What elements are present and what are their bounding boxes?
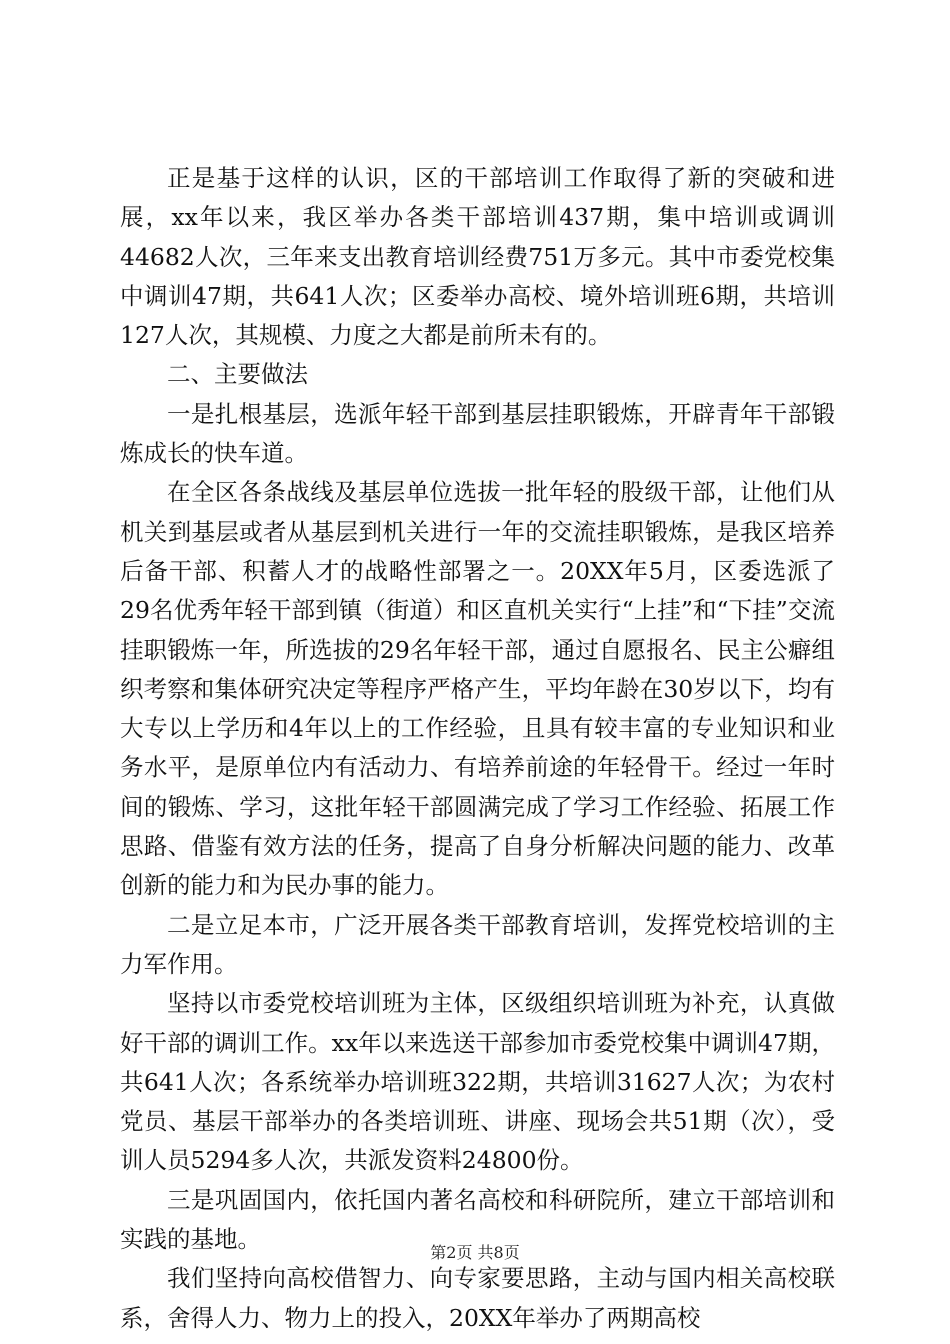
document-body — [120, 159, 835, 1338]
page-number-footer: 第2页 共8页 — [430, 1243, 520, 1262]
paragraph: 三是巩固国内，依托国内著名高校和科研院所，建立干部培训和实践的基地。 — [120, 1185, 835, 1254]
section-heading: 二、主要做法 — [167, 360, 308, 389]
paragraph: 正是基于这样的认识，区的干部培训工作取得了新的突破和进展，xx年以来，我区举办各类干部培训437期，集中培训或调训44682人次，三年来支出教育培训经费751万多元。其中市委党校集中调训47期，共641人次；区委举办高校、境外培训班6期，共培训127人次，其规模、力度之大都是前所未有的。 — [120, 164, 835, 350]
paragraph: 我们坚持向高校借智力、向专家要思路，主动与国内相关高校联系，舍得人力、物力上的投入，20XX年举办了两期高校 — [120, 1264, 835, 1332]
paragraph: 坚持以市委党校培训班为主体，区级组织培训班为补充，认真做好干部的调训工作。xx年以来选送干部参加市委党校集中调训47期，共641人次；各系统举办培训班322期，共培训31627人次；为农村党员、基层干部举办的各类培训班、讲座、现场会共51期（次），受训人员5294多人次，共派发资料24800份。 — [120, 989, 835, 1175]
paragraph: 一是扎根基层，选派年轻干部到基层挂职锻炼，开辟青年干部锻炼成长的快车道。 — [120, 399, 835, 468]
paragraph: 在全区各条战线及基层单位选拔一批年轻的股级干部，让他们从机关到基层或者从基层到机关进行一年的交流挂职锻炼，是我区培养后备干部、积蓄人才的战略性部署之一。20XX年5月，区委选派了29名优秀年轻干部到镇（街道）和区直机关实行“上挂”和“下挂”交流挂职锻炼一年，所选拔的29名年轻干部，通过自愿报名、民主公癖组织考察和集体研究决定等程序严格产生，平均年龄在30岁以下，均有大专以上学历和4年以上的工作经验，且具有较丰富的专业知识和业务水平，是原单位内有活动力、有培养前途的年轻骨干。经过一年时间的锻炼、学习，这批年轻干部圆满完成了学习工作经验、拓展工作思路、借鉴有效方法的任务，提高了自身分析解决问题的能力、改革创新的能力和为民办事的能力。 — [120, 478, 835, 900]
paragraph: 二是立足本市，广泛开展各类干部教育培训，发挥党校培训的主力军作用。 — [120, 910, 835, 978]
